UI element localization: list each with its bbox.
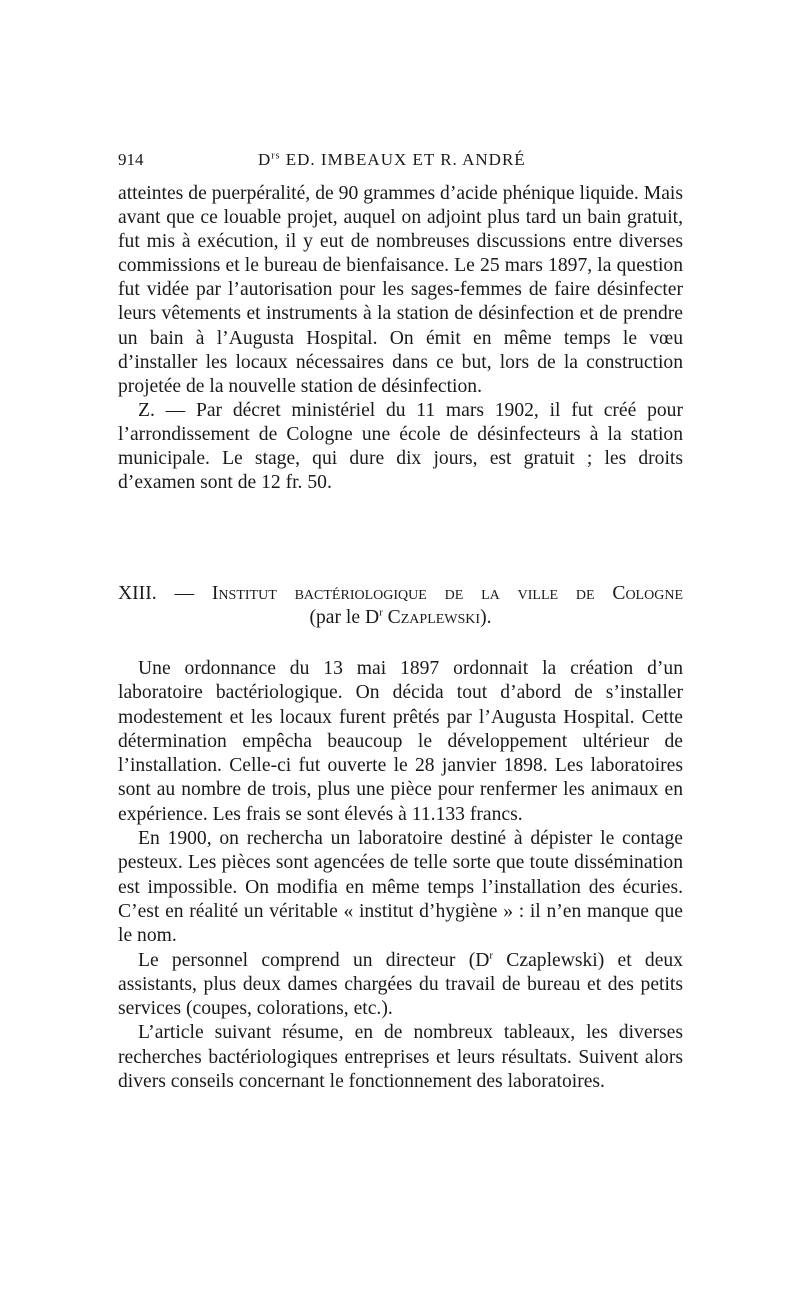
- paragraph-2: Z. — Par décret ministériel du 11 mars 1902, il fut créé pour l’arrondissement de Cologne une école de désinfecteurs à la station municipale. Le stage, qui dure dix jours, est gratuit ; les droits d’examen sont de 12 fr. 50.: [118, 399, 683, 494]
- section-number: XIII.: [118, 583, 157, 604]
- paragraph-1: atteintes de puerpéralité, de 90 grammes d’acide phénique liquide. Mais avant que ce louable projet, auquel on adjoint plus tard un bain gratuit, fut mis à exécution, il y eut de nombreuses discussions entre diverses commissions et le bureau de bienfaisance. Le 25 mars 1897, la question fut vidée par l’autorisation pour les sages-femmes de faire désinfecter leurs vêtements et instruments à la station de désinfection et de prendre un bain à l’Augusta Hospital. On émit en même temps le vœu d’installer les locaux nécessaires dans ce but, lors de la construction projetée de la nouvelle station de désinfection.: [118, 183, 683, 397]
- byline-open: (par le D: [309, 607, 380, 628]
- running-head-title-rest: ED. IMBEAUX ET R. ANDRÉ: [280, 150, 526, 169]
- byline-name: Czaplewski: [382, 607, 481, 628]
- paragraph-5-after: Czaplewski) et deux assistants, plus deux dames chargées du travail de bureau et des petits services (coupes, colorations, etc.).: [118, 949, 683, 1020]
- running-head-title-prefix: D: [258, 150, 272, 169]
- body-text-bottom: [118, 657, 683, 1094]
- byline-sup: r: [379, 606, 383, 619]
- byline-close: ).: [480, 607, 492, 628]
- running-head-title-sup: rs: [271, 150, 281, 162]
- paragraph-5: [118, 949, 683, 1022]
- paragraph-4: En 1900, on rechercha un laboratoire destiné à dépister le contage pesteux. Les pièces sont agencées de telle sorte que toute dissémination est impossible. On modifia en même temps l’installation des écuries. C’est en réalité un véritable « institut d’hygiène » : il n’en manque que le nom.: [118, 828, 683, 947]
- paragraph-5-sup: r: [489, 949, 494, 962]
- body-text-top: [118, 182, 683, 495]
- running-head-title: [258, 150, 526, 170]
- section-heading: [118, 582, 683, 630]
- section-title: Institut bactériologique de la ville de Cologne: [211, 583, 683, 604]
- running-head: [118, 150, 683, 172]
- paragraph-5-before: Le personnel comprend un directeur (D: [138, 949, 490, 971]
- section-byline: [118, 606, 683, 630]
- section-title-line: [118, 582, 683, 606]
- paragraph-6: L’article suivant résume, en de nombreux tableaux, les diverses recherches bactériologiques entreprises et leurs résultats. Suivent alors divers conseils concernant le fonctionnement des laboratoires.: [118, 1022, 683, 1093]
- paragraph-3: Une ordonnance du 13 mai 1897 ordonnait la création d’un laboratoire bactériologique. On décida tout d’abord de s’installer modestement et les locaux furent prêtés par l’Augusta Hospital. Cette détermination empêcha beaucoup le développement ultérieur de l’installation. Celle-ci fut ouverte le 28 janvier 1898. Les laboratoires sont au nombre de trois, plus une pièce pour renfermer les animaux en expérience. Les frais se sont élevés à 11.133 francs.: [118, 658, 683, 825]
- page-number: 914: [118, 150, 144, 169]
- section-dash: —: [174, 583, 195, 604]
